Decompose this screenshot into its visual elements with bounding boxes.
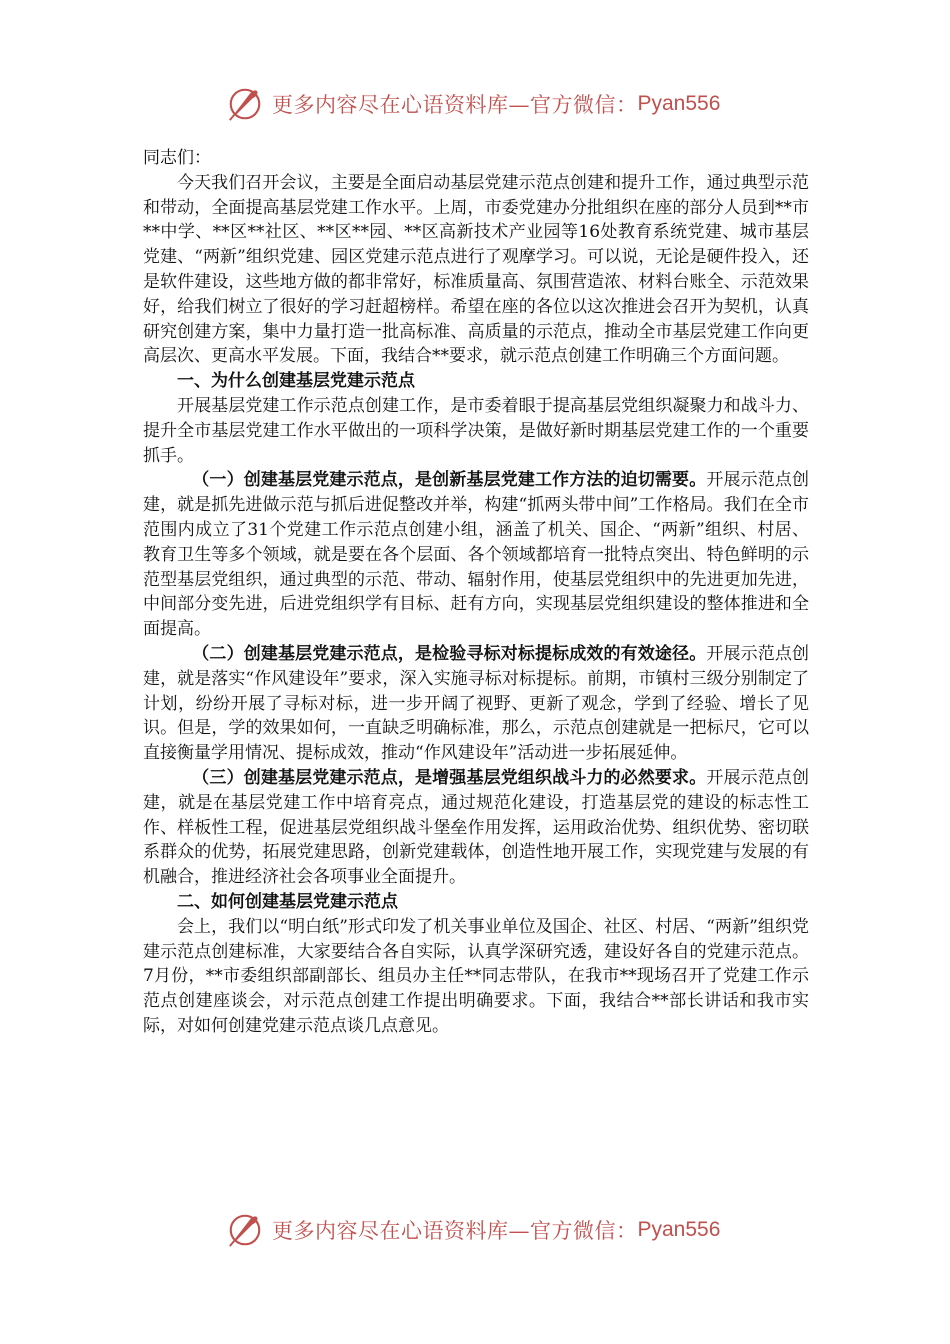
document-body	[143, 146, 809, 1039]
point-paragraph-3	[143, 766, 809, 890]
point-body-1: 开展示范点创建，就是抓先进做示范与抓后进促整改并举，构建“抓两头带中间”工作格局。我们在全市范围内成立了31个党建工作示范点创建小组，涵盖了机关、国企、“两新”组织、村居、教育卫生等多个领域，就是要在各个层面、各个领域都培育一批特点突出、特色鲜明的示范型基层党组织，通过典型的示范、带动、辐射作用，使基层党组织中的先进更加先进，中间部分变先进，后进党组织学有目标、赶有方向，实现基层党组织建设的整体推进和全面提高。	[143, 470, 809, 640]
banner-wechat-id: Pyan556	[637, 1218, 721, 1241]
section-heading-1: 一、为什么创建基层党建示范点	[177, 371, 415, 392]
section-heading-2: 二、如何创建基层党建示范点	[177, 891, 398, 912]
quill-pen-logo-icon	[226, 85, 264, 123]
point-paragraph-1	[143, 468, 809, 642]
banner-text: 更多内容尽在心语资料库—官方微信：	[272, 1219, 638, 1243]
point-paragraph-2	[143, 642, 809, 766]
point-title-1: （一）创建基层党建示范点，是创新基层党建工作方法的迫切需要。	[192, 470, 707, 491]
point-body-3: 开展示范点创建，就是在基层党建工作中培育亮点，通过规范化建设，打造基层党的建设的标志性工作、样板性工程，促进基层党组织战斗堡垒作用发挥，运用政治优势、组织优势、密切联系群众的优势，拓展党建思路，创新党建载体，创造性地开展工作，实现党建与发展的有机融合，推进经济社会各项事业全面提升。	[143, 767, 809, 888]
greeting: 同志们：	[143, 148, 211, 168]
banner-wechat-id: Pyan556	[637, 92, 721, 115]
section1-lead-paragraph: 开展基层党建工作示范点创建工作，是市委着眼于提高基层党组织凝聚力和战斗力、提升全市基层党建工作水平做出的一项科学决策，是做好新时期基层党建工作的一个重要抓手。	[143, 395, 809, 466]
banner-text: 更多内容尽在心语资料库—官方微信：	[272, 93, 638, 117]
footer-banner	[226, 1208, 746, 1252]
point-title-3: （三）创建基层党建示范点，是增强基层党组织战斗力的必然要求。	[192, 767, 707, 788]
section2-lead-paragraph: 会上，我们以“明白纸”形式印发了机关事业单位及国企、社区、村居、“两新”组织党建示范点创建标准，大家要结合各自实际，认真学深研究透，建设好各自的党建示范点。7月份，**市委组织部副部长、组员办主任**同志带队，在我市**现场召开了党建工作示范点创建座谈会，对示范点创建工作提出明确要求。下面，我结合**部长讲话和我市实际，对如何创建党建示范点谈几点意见。	[143, 916, 809, 1036]
point-title-2: （二）创建基层党建示范点，是检验寻标对标提标成效的有效途径。	[192, 643, 707, 664]
point-body-2: 开展示范点创建，就是落实“作风建设年”要求，深入实施寻标对标提标。前期，市镇村三级分别制定了计划，纷纷开展了寻标对标，进一步开阔了视野、更新了观念，学到了经验、增长了见识。但是，学的效果如何，一直缺乏明确标准，那么，示范点创建就是一把标尺，它可以直接衡量学用情况、提标成效，推动“作风建设年”活动进一步拓展延伸。	[143, 643, 809, 764]
intro-paragraph: 今天我们召开会议，主要是全面启动基层党建示范点创建和提升工作，通过典型示范和带动，全面提高基层党建工作水平。上周，市委党建办分批组织在座的部分人员到**市**中学、**区**社区、**区**园、**区高新技术产业园等16处教育系统党建、城市基层党建、“两新”组织党建、园区党建示范点进行了观摩学习。可以说，无论是硬件投入，还是软件建设，这些地方做的都非常好，标准质量高、氛围营造浓、材料台账全、示范效果好，给我们树立了很好的学习赶超榜样。希望在座的各位以这次推进会召开为契机，认真研究创建方案，集中力量打造一批高标准、高质量的示范点，推动全市基层党建工作向更高层次、更高水平发展。下面，我结合**要求，就示范点创建工作明确三个方面问题。	[143, 172, 809, 367]
quill-pen-logo-icon	[226, 1211, 264, 1249]
header-banner	[226, 82, 746, 126]
